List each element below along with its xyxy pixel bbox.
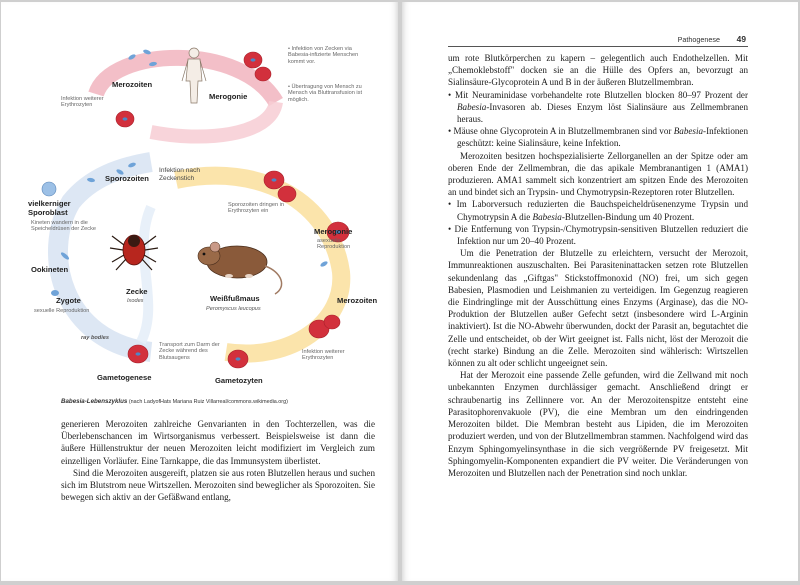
page-number: 49	[736, 34, 746, 44]
right-page	[402, 2, 798, 581]
label-ray-bodies: ray bodies	[81, 335, 109, 341]
left-page	[1, 2, 398, 581]
paragraph: um rote Blutkörperchen zu kapern – gelegentlich auch Endothelzellen. Mit „Chemoklebstoff" docken sie an die Hülle des Opfers an, bevorzugt an Sialinsäure-Glycoprotein A und B in der äußeren Blutzellmembran.	[448, 53, 748, 88]
caption-credit: (nach LadyofHats Mariana Ruiz Villarreal/commons.wikimedia.org)	[128, 399, 288, 405]
paragraph: Merozoiten besitzen hochspezialisierte Zellorganellen an der Spitze oder am oberen Ende der Zellmembran, die das apikale Membranantigen 1 (AMA1) produzieren. AMA1 sammelt sich konzentriert am spitzen Ende des Merozoiten an und bindet sich an Trypsin- und Chymotrypsin-Rezeptoren roter Blutzellen.	[448, 150, 748, 198]
label-zygote: Zygote	[56, 296, 81, 305]
label-merozoiten-right: Merozoiten	[337, 296, 378, 305]
label-transport-darm: Transport zum Darm der Zecke während des Blutsaugens	[159, 342, 220, 361]
sporoblast	[42, 182, 56, 196]
label-sporozoiten: Sporozoiten	[105, 174, 149, 183]
left-paragraph: generieren Merozoiten zahlreiche Genvarianten in den Tochterzellen, was die Überlebenschancen im Wirtsorganismus verbessert. Beispielsweise ist dann die äußere Hüllenstruktur der neuen Merozoiten leicht modifiziert im Vergleich zum einzelligen Vorläufer. Eine Tarnkappe, die das Immunsystem überlistet.	[61, 419, 375, 466]
bullet-item: • Die Entfernung von Trypsin-/Chymotrypsin-sensitiven Blutzellen reduziert die Infektion nur um 20–40 Prozent.	[448, 223, 748, 247]
paragraph: Hat der Merozoit eine passende Zelle gefunden, wird die Zellwand mit noch unbekannten Enzymen durchlässiger gemacht. Anschließend dringt er schraubenartig ins Zellinnere vor. An der Merozoitenspitze entsteht eine Parasitophorenvakuole (PV), die eine Membran um den eindringenden Merozoiten bildet. Die Membran besteht aus Lipiden, die im Merozoiten produziert werden, und von der Blutzellmembran stammen. Nachfolgend wird das Enzym Sphingomyelinsynthase in die sich vergrößernde PV freigesetzt. Mit Sphingomyelin-Komponenten expandiert die PV weiter. Die Veränderungen von Merozoiten und Blutzellen nach der Penetration sind noch unklar.	[448, 370, 748, 478]
caption-title: Babesia-Lebenszyklus	[61, 398, 128, 405]
label-sexuelle-reproduktion: sexuelle Reproduktion	[34, 308, 90, 314]
bullet-item: • Mit Neuraminidase vorbehandelte rote Blutzellen blocken 80–97 Prozent der Babesia-Invasoren ab. Dieses Enzym löst Sialinsäure aus Zellmembranen heraus.	[448, 89, 748, 125]
label-merogonie-top: Merogonie	[209, 92, 248, 101]
label-infektion-weiterer-top: Infektion weiterer Erythrozyten	[61, 96, 104, 109]
figure-caption	[61, 398, 391, 405]
label-asexuelle-reproduktion: asexuelle Reproduktion	[317, 238, 351, 251]
label-peromyscus: Peromyscus leucopus	[206, 306, 261, 312]
label-weissfussmaus: Weißfußmaus	[210, 294, 260, 303]
label-zecke: Zecke	[126, 287, 148, 296]
left-paragraph: Sind die Merozoiten ausgereift, platzen sie aus roten Blutzellen heraus und suchen sich im Blutstrom neue Wirtszellen. Merozoiten sind beweglicher als Sporozoiten. Sie bewegen sich aktiv an der Gefäßwand entlang,	[61, 467, 375, 503]
mouse-figure	[198, 242, 282, 294]
label-kineten-wandern: Kineten wandern in die Speicheldrüsen der Zecke	[31, 220, 96, 233]
bullet-item: • Mäuse ohne Glycoprotein A in Blutzellmembranen sind vor Babesia-Infektionen geschützt: keine Sialinsäure, keine Infektion.	[448, 126, 748, 149]
label-ixodes: Ixodes	[127, 298, 144, 304]
label-merozoiten-top: Merozoiten	[112, 80, 153, 89]
tick-figure	[110, 235, 158, 270]
note-zecken: • Infektion von Zecken via Babesia-infizierte Menschen kommt vor.	[288, 46, 359, 65]
label-sporozoiten-dringen: Sporozoiten dringen in Erythrozyten ein	[228, 202, 284, 215]
left-body-text	[61, 418, 375, 503]
paragraph: Um die Penetration der Blutzelle zu erleichtern, versucht der Merozoit, Immunreaktionen auszuschalten. Bei Parasiteninattacken setzen rote Blutzellen sekundenlang das „Giftgas" Stickstoffmonoxid (NO) frei, um sich gegen Babesien, Plasmodien und Leishmanien zu verteidigen. Im Gegenzug reagieren die Eindringlinge mit der Ausschüttung eines Enzyms (Arginase), das die NO-Produktion der Blutzellen außer Gefecht setzt (insbesondere wird L-Arginin inaktiviert). Ist die NO-Abwehr überwunden, dockt der Parasit an, begutachtet die Zelle und entscheidet, ob der Wirt geeignet ist. Falls nicht, löst der Merozoit die (recht starke) Bindung an die Zelle. Merozoiten sind wählerisch: Wirtszellen können zu alt oder schlicht ungeeignet sein.	[448, 248, 748, 369]
running-head	[448, 34, 748, 47]
label-ookineten: Ookineten	[31, 265, 69, 274]
label-gametozyten: Gametozyten	[215, 376, 263, 385]
label-infektion-weiterer-bottom: Infektion weiterer Erythrozyten	[302, 349, 345, 362]
label-gametogenese: Gametogenese	[97, 373, 152, 382]
right-body-text	[448, 52, 748, 479]
bullet-item: • Im Laborversuch reduzierten die Bauchspeicheldrüsenenzyme Trypsin und Chymotrypsin A die Babesia-Blutzellen-Bindung um 40 Prozent.	[448, 199, 748, 222]
running-head-title: Pathogenese	[677, 35, 720, 44]
label-vielkerniger-sporoblast: vielkerniger Sporoblast	[28, 199, 71, 217]
note-uebertragung: • Übertragung von Mensch zu Mensch via Bluttransfusion ist möglich.	[288, 84, 362, 103]
label-merogonie-right: Merogonie	[314, 227, 353, 236]
label-infektion-zeckenstich: Infektion nach Zeckenstich	[159, 167, 201, 182]
